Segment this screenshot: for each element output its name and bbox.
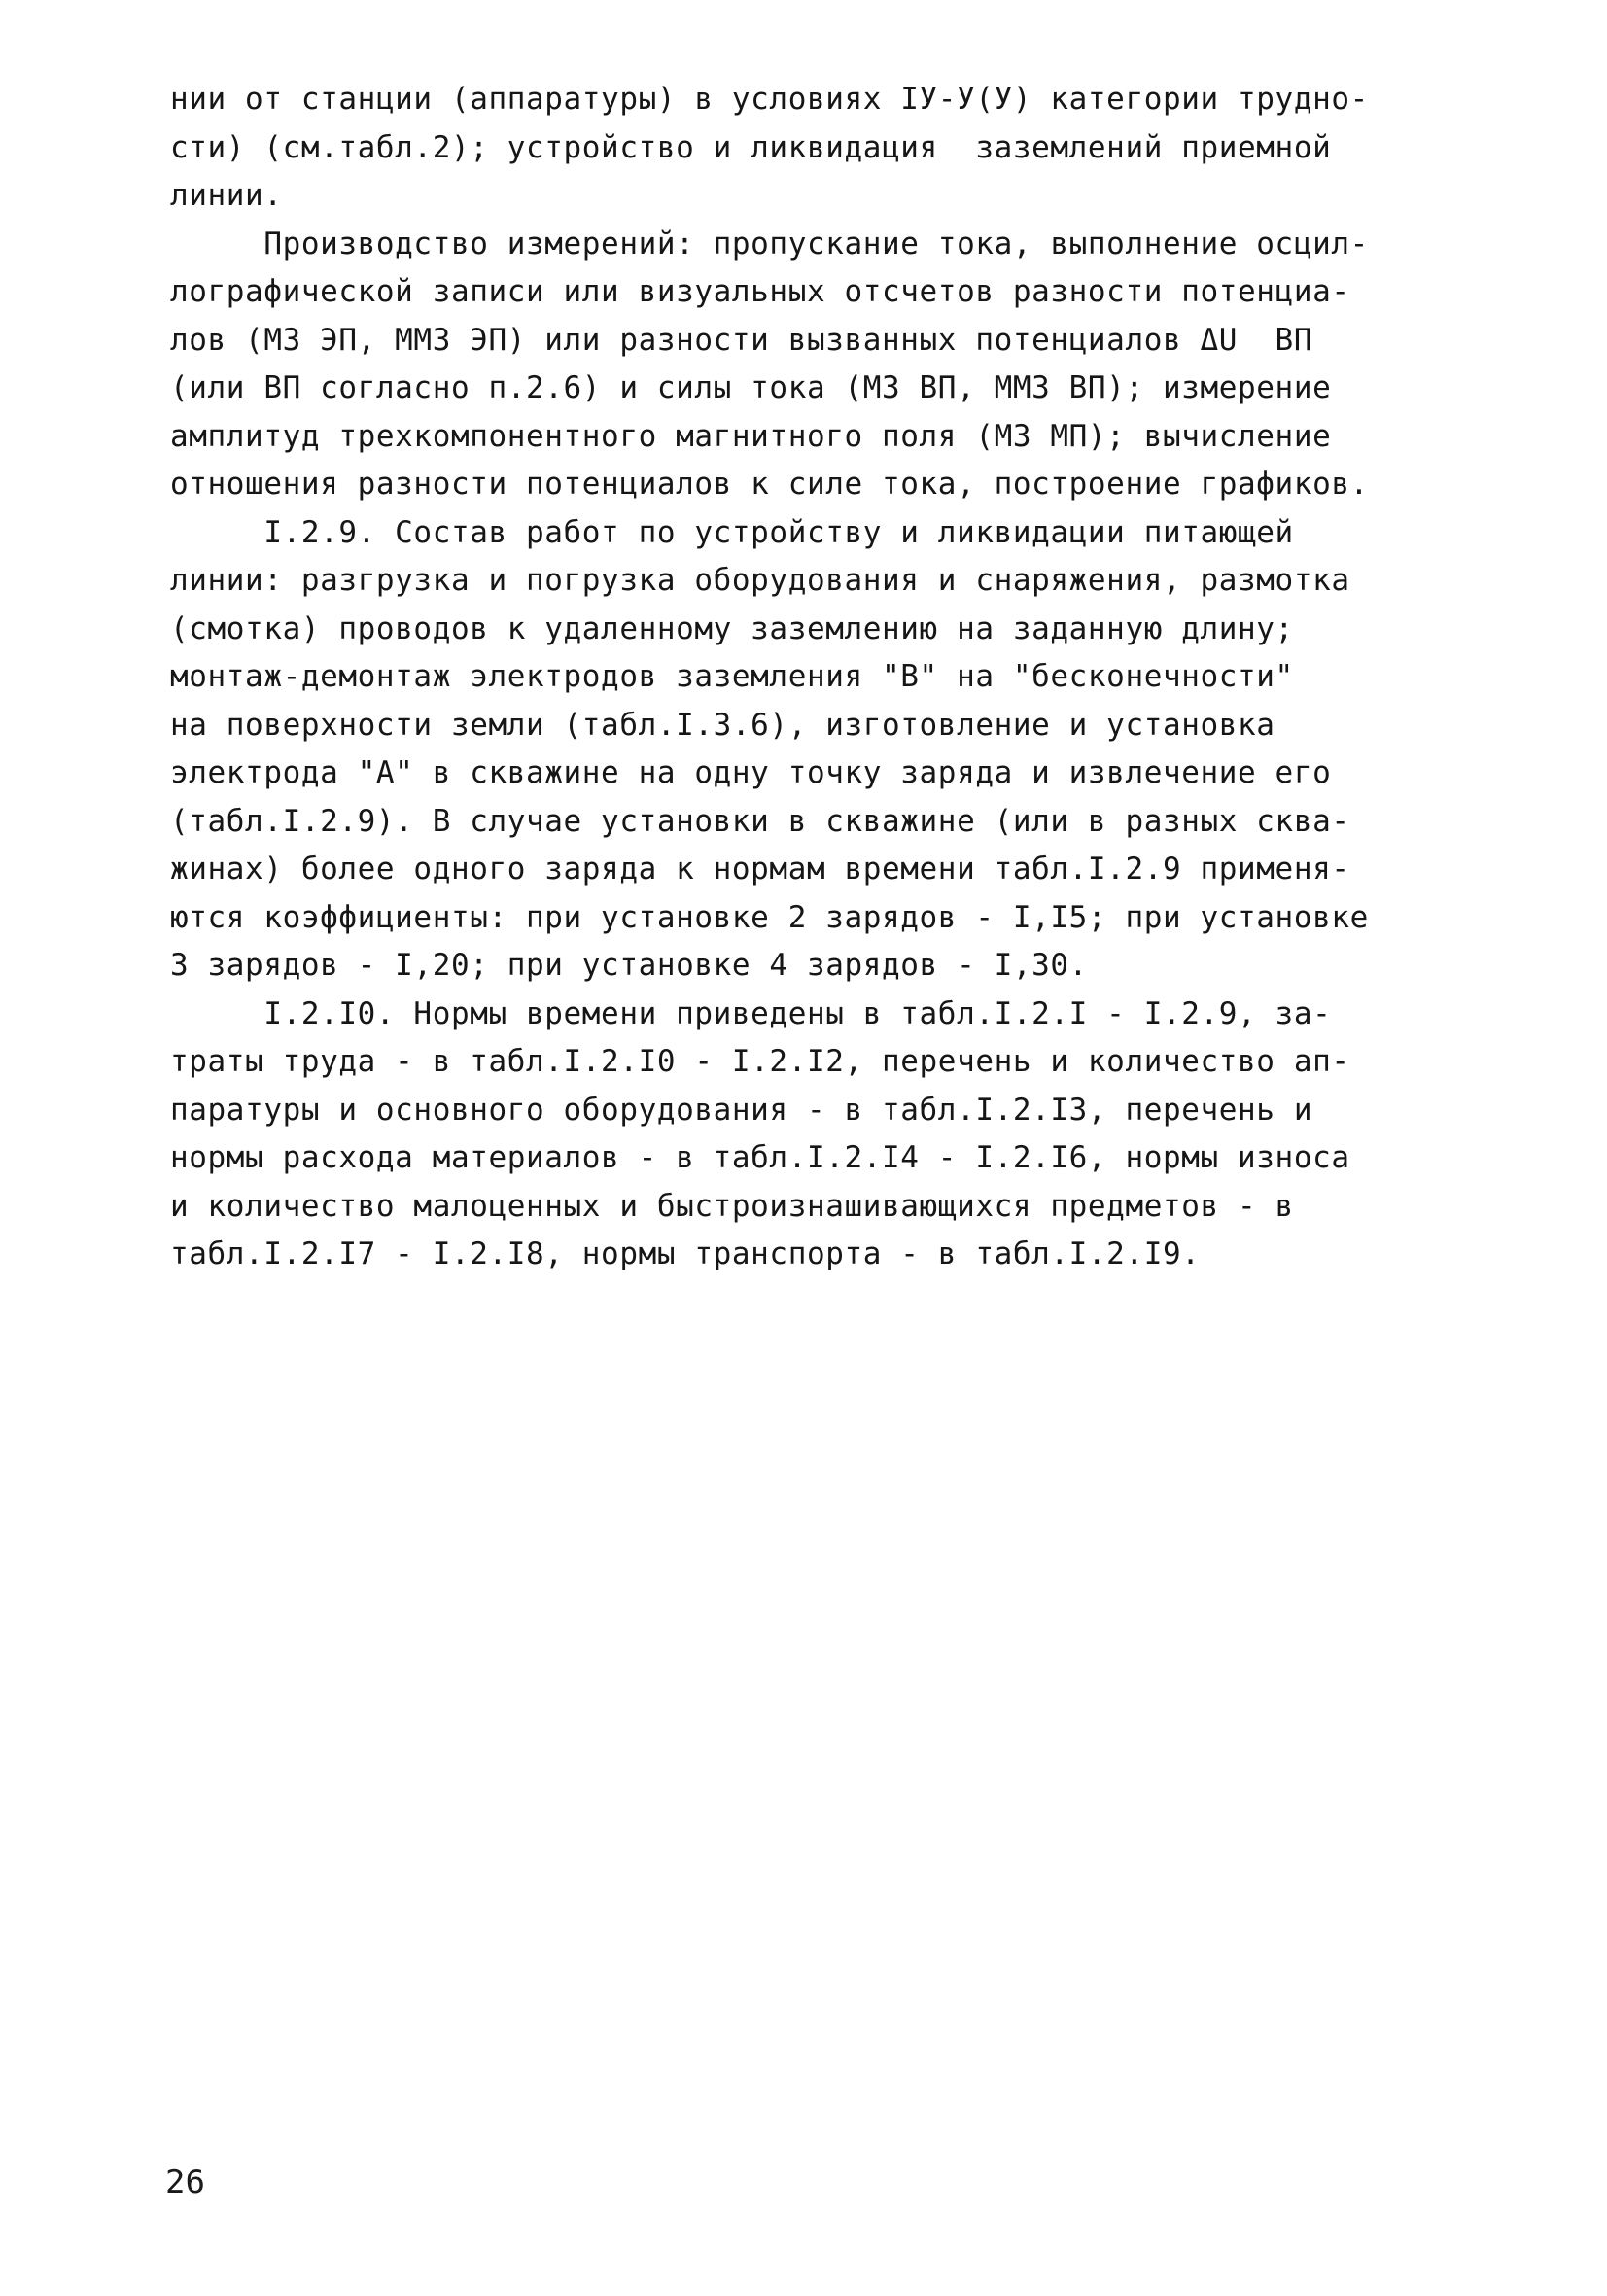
text-line: ются коэффициенты: при установке 2 зарядов - I,I5; при установке [170,899,1369,935]
text-line: жинах) более одного заряда к нормам времени табл.I.2.9 применя- [170,852,1350,887]
text-line: электрода "А" в скважине на одну точку заряда и извлечение его [170,755,1332,790]
page-number: 26 [165,2163,205,2202]
text-line: амплитуд трехкомпонентного магнитного поля (МЗ МП); вычисление [170,418,1332,454]
text-line: монтаж-демонтаж электродов заземления "В" на "бесконечности" [170,659,1294,694]
text-line: табл.I.2.I7 - I.2.I8, нормы транспорта - в табл.I.2.I9. [170,1236,1201,1271]
text-line: на поверхности земли (табл.I.3.6), изготовление и установка [170,707,1275,743]
text-line: нормы расхода материалов - в табл.I.2.I4 - I.2.I6, нормы износа [170,1140,1350,1175]
text-line: Производство измерений: пропускание тока, выполнение осцил- [170,226,1369,261]
text-line: I.2.9. Состав работ по устройству и ликвидации питающей [170,514,1294,550]
text-line: паратуры и основного оборудования - в табл.I.2.I3, перечень и [170,1092,1313,1128]
text-line: линии. [170,178,283,213]
text-line: отношения разности потенциалов к силе тока, построение графиков. [170,467,1369,502]
text-line: сти) (см.табл.2); устройство и ликвидация заземлений приемной [170,129,1332,165]
text-line: траты труда - в табл.I.2.I0 - I.2.I2, перечень и количество ап- [170,1044,1350,1079]
text-line: линии: разгрузка и погрузка оборудования и снаряжения, размотка [170,563,1350,598]
text-line: и количество малоценных и быстроизнашивающихся предметов - в [170,1188,1294,1224]
text-line: лографической записи или визуальных отсчетов разности потенциа- [170,274,1350,309]
text-line: лов (МЗ ЭП, ММЗ ЭП) или разности вызванных потенциалов ΔU ВП [170,322,1313,358]
text-line: (табл.I.2.9). В случае установки в скважине (или в разных сква- [170,803,1350,839]
text-line: (или ВП согласно п.2.6) и силы тока (МЗ ВП, ММЗ ВП); измерение [170,370,1332,405]
body-text [170,76,1463,1279]
text-line: (смотка) проводов к удаленному заземлению на заданную длину; [170,610,1294,646]
text-line: 3 зарядов - I,20; при установке 4 зарядов - I,30. [170,948,1088,983]
text-line: нии от станции (аппаратуры) в условиях IУ-У(У) категории трудно- [170,82,1369,117]
text-line: I.2.I0. Нормы времени приведены в табл.I.2.I - I.2.9, за- [170,995,1332,1031]
